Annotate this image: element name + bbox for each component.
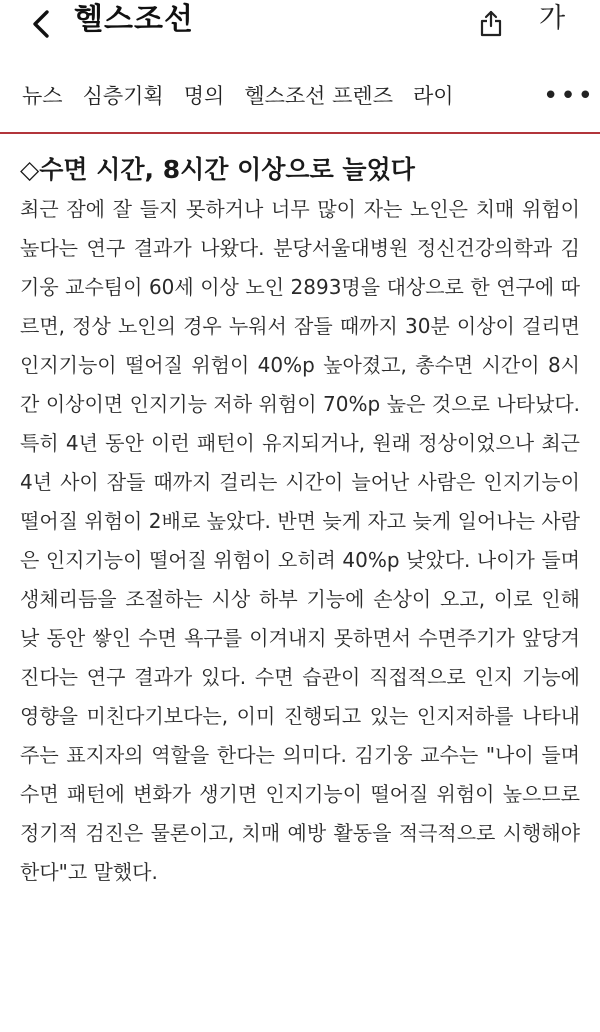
article-paragraph: 최근 잠에 잘 들지 못하거나 너무 많이 자는 노인은 치매 위험이 높다는 연구 결과가 나왔다. 분당서울대병원 정신건강의학과 김기웅 교수팀이 60세 이상 노인 2893명을 대상으로 한 연구에 따르면, 정상 노인의 경우 누워서 잠들 때까지 30분 이상이 걸리면 인지기능이 떨어질 위험이 40%p 높아졌고, 총수면 시간이 8시간 이상이면 인지기능 저하 위험이 70%p 높은 것으로 나타났다. 특히 4년 동안 이런 패턴이 유지되거나, 원래 정상이었으나 최근 4년 사이 잠들 때까지 걸리는 시간이 늘어난 사람은 인지기능이 떨어질 위험이 2배로 높았다. 반면 늦게 자고 늦게 일어나는 사람은 인지기능이 떨어질 위험이 오히려 40%p 낮았다. 나이가 들며 생체리듬을 조절하는 시상 하부 기능에 손상이 오고, 이로 인해 낮 동안 쌓인 수면 욕구를 이겨내지 못하면서 수면주기가 앞당겨진다는 연구 결과가 있다. 수면 습관이 직접적으로 인지 기능에 영향을 미친다기보다는, 이미 진행되고 있는 인지저하를 나타내주는 표지자의 역할을 한다는 의미다. 김기웅 교수는 "나이 들며 수면 패턴에 변화가 생기면 인지기능이 떨어질 위험이 높으므로 정기적 검진은 물론이고, 치매 예방 활동을 적극적으로 시행해야 한다"고 말했다. bbox=[20, 197, 580, 884]
article-body bbox=[20, 150, 580, 892]
more-icon: ••• bbox=[542, 81, 595, 111]
site-logo[interactable]: 헬스조선 bbox=[74, 2, 194, 37]
nav-item-news[interactable]: 뉴스 bbox=[22, 84, 63, 108]
article-subheading: ◇수면 시간, 8시간 이상으로 늘었다 bbox=[20, 155, 415, 184]
share-button[interactable] bbox=[472, 2, 510, 44]
app-header bbox=[0, 0, 600, 52]
nav-item-special-report[interactable]: 심층기획 bbox=[82, 84, 164, 108]
nav-fade bbox=[500, 60, 540, 132]
back-button[interactable] bbox=[22, 2, 60, 46]
nav-item-life[interactable]: 라이 bbox=[413, 84, 454, 108]
section-nav bbox=[0, 60, 600, 134]
nav-item-doctors[interactable]: 명의 bbox=[183, 84, 225, 108]
font-size-button[interactable]: 가 bbox=[538, 3, 566, 34]
more-menu-button[interactable] bbox=[538, 60, 600, 132]
nav-list bbox=[22, 78, 474, 114]
chevron-left-icon bbox=[30, 9, 52, 39]
nav-item-friends[interactable]: 헬스조선 프렌즈 bbox=[244, 84, 393, 108]
share-icon bbox=[479, 9, 503, 37]
